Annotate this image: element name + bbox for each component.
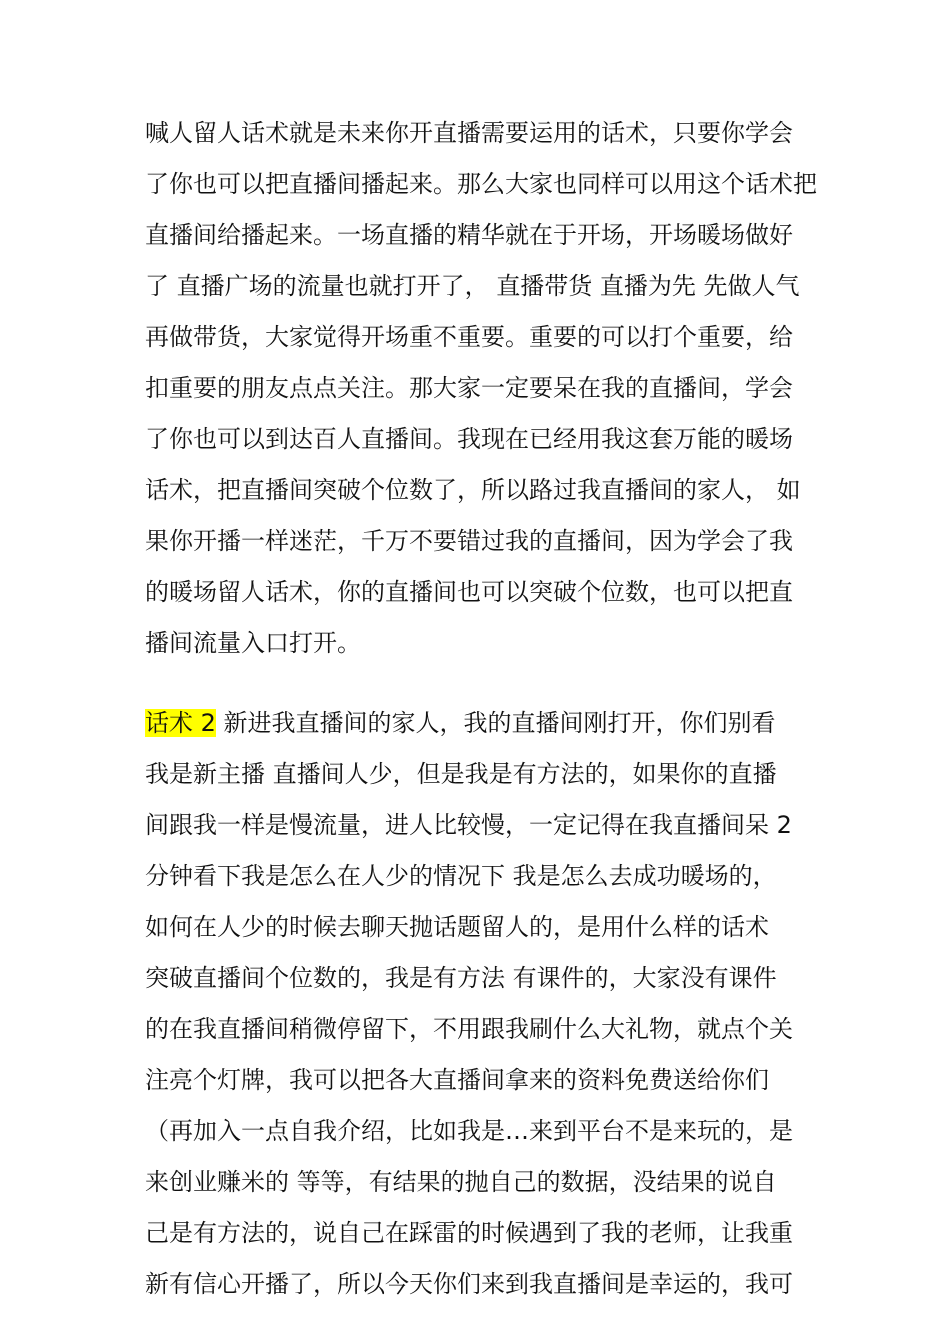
text-line: 喊人留人话术就是未来你开直播需要运用的话术，只要你学会 — [145, 119, 793, 147]
paragraph-1 — [145, 108, 835, 669]
text-line: 新有信心开播了，所以今天你们来到我直播间是幸运的，我可 — [145, 1270, 793, 1298]
text-line: 话术，把直播间突破个位数了，所以路过我直播间的家人， 如 — [145, 476, 801, 504]
text-line: 分钟看下我是怎么在人少的情况下 我是怎么去成功暖场的， — [145, 862, 777, 890]
text-line: 再做带货，大家觉得开场重不重要。重要的可以打个重要，给 — [145, 323, 793, 351]
text-line: 如何在人少的时候去聊天抛话题留人的，是用什么样的话术 — [145, 913, 769, 941]
text-line: 我是新主播 直播间人少，但是我是有方法的，如果你的直播 — [145, 760, 777, 788]
text-line: 的暖场留人话术，你的直播间也可以突破个位数，也可以把直 — [145, 578, 793, 606]
text-line: 扣重要的朋友点点关注。那大家一定要呆在我的直播间，学会 — [145, 374, 793, 402]
text-line: 果你开播一样迷茫，千万不要错过我的直播间，因为学会了我 — [145, 527, 793, 555]
text-line: 的在我直播间稍微停留下，不用跟我刷什么大礼物，就点个关 — [145, 1015, 793, 1043]
text-line-rest: 新进我直播间的家人，我的直播间刚打开，你们别看 — [215, 709, 776, 737]
text-line-first — [145, 698, 835, 749]
script-label-highlight: 话术 2 — [145, 709, 216, 737]
text-line: 直播间给播起来。一场直播的精华就在于开场，开场暖场做好 — [145, 221, 793, 249]
paragraph-2 — [145, 698, 835, 1310]
text-line: 己是有方法的，说自己在踩雷的时候遇到了我的老师，让我重 — [145, 1219, 793, 1247]
text-line: 突破直播间个位数的，我是有方法 有课件的，大家没有课件 — [145, 964, 777, 992]
text-line: 来创业赚米的 等等，有结果的抛自己的数据，没结果的说自 — [145, 1168, 777, 1196]
text-line: 播间流量入口打开。 — [145, 629, 361, 657]
text-line: 间跟我一样是慢流量，进人比较慢，一定记得在我直播间呆 2 — [145, 811, 792, 839]
text-line: 了你也可以到达百人直播间。我现在已经用我这套万能的暖场 — [145, 425, 793, 453]
text-line: 注亮个灯牌，我可以把各大直播间拿来的资料免费送给你们 — [145, 1066, 769, 1094]
text-line: 了 直播广场的流量也就打开了， 直播带货 直播为先 先做人气 — [145, 272, 800, 300]
text-line: 了你也可以把直播间播起来。那么大家也同样可以用这个话术把 — [145, 170, 817, 198]
text-line: （再加入一点自我介绍，比如我是…来到平台不是来玩的，是 — [145, 1117, 793, 1145]
